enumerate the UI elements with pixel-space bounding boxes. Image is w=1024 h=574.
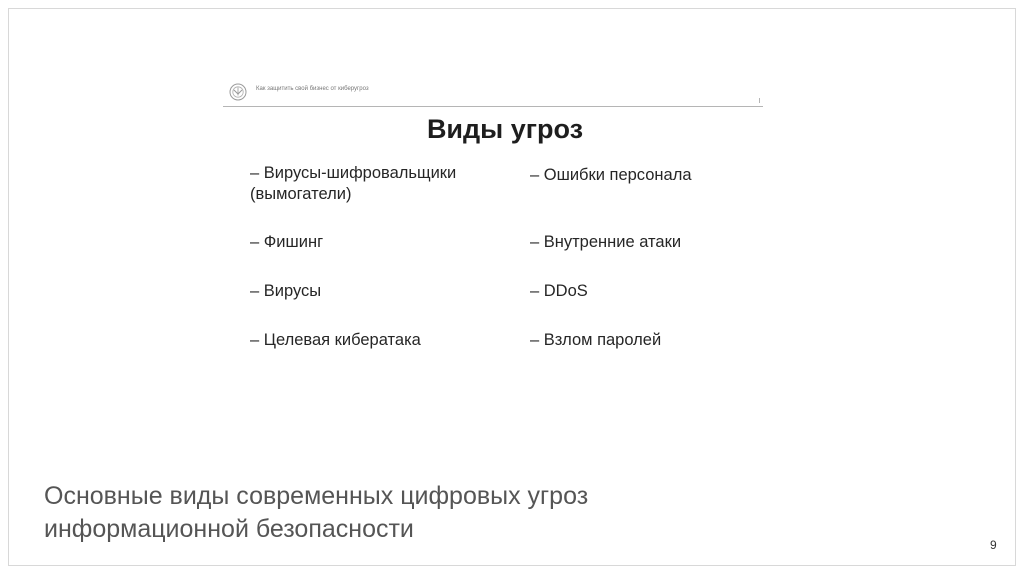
threat-item-viruses: – Вирусы [250,282,322,300]
caption-line: информационной безопасности [44,515,414,543]
page-number: 9 [990,538,997,552]
threat-item-line: (вымогатели) [250,185,352,203]
header-tick [759,98,760,103]
slide-header-text: Как защитить свой бизнес от киберугроз [256,86,369,92]
threat-item-ddos: – DDoS [530,282,588,300]
threat-item-staff-errors: – Ошибки персонала [530,166,692,184]
slide-header [223,80,763,107]
caption-line: Основные виды современных цифровых угроз [44,482,589,510]
threat-item-phishing: – Фишинг [250,233,324,251]
threat-item-password-cracking: – Взлом паролей [530,331,662,349]
threat-item-line: – Вирусы-шифровальщики [250,164,457,182]
threat-item-insider-attacks: – Внутренние атаки [530,233,682,251]
slide-image [215,70,795,390]
threat-item-ransomware [250,163,456,205]
threat-item-targeted-attack: – Целевая кибератака [250,331,421,349]
slide-title: Виды угроз [426,114,584,144]
page-caption [44,480,588,546]
emblem-icon [229,83,247,101]
